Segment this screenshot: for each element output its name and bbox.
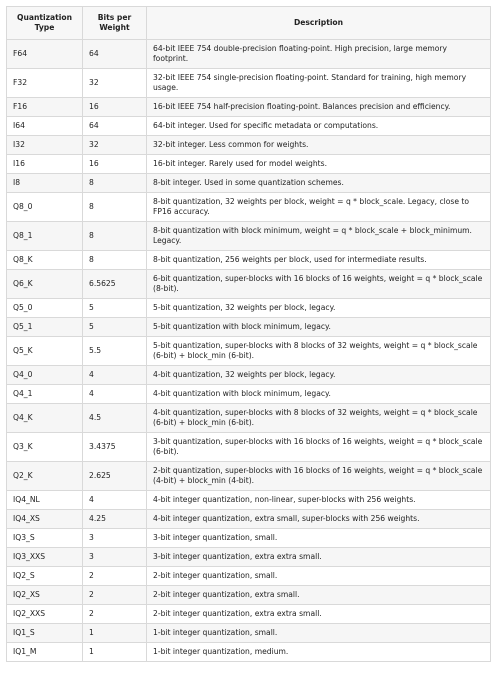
cell-bits-per-weight: 6.5625	[83, 270, 147, 299]
cell-description: 3-bit integer quantization, small.	[147, 529, 491, 548]
cell-quantization-type: Q8_0	[7, 193, 83, 222]
table-row	[7, 404, 491, 433]
cell-quantization-type: I16	[7, 155, 83, 174]
cell-quantization-type: IQ3_XXS	[7, 548, 83, 567]
cell-bits-per-weight: 5	[83, 299, 147, 318]
cell-bits-per-weight: 1	[83, 643, 147, 662]
cell-description: 16-bit integer. Rarely used for model weights.	[147, 155, 491, 174]
cell-bits-per-weight: 5	[83, 318, 147, 337]
cell-description: 64-bit IEEE 754 double-precision floating-point. High precision, large memory footprint.	[147, 40, 491, 69]
cell-quantization-type: F32	[7, 69, 83, 98]
cell-bits-per-weight: 4	[83, 385, 147, 404]
cell-description: 8-bit quantization, 32 weights per block, weight = q * block_scale. Legacy, close to FP16 accuracy.	[147, 193, 491, 222]
cell-bits-per-weight: 32	[83, 136, 147, 155]
cell-quantization-type: Q5_K	[7, 337, 83, 366]
cell-description: 4-bit integer quantization, extra small, super-blocks with 256 weights.	[147, 510, 491, 529]
cell-bits-per-weight: 16	[83, 98, 147, 117]
table-row	[7, 337, 491, 366]
cell-description: 4-bit quantization with block minimum, legacy.	[147, 385, 491, 404]
cell-bits-per-weight: 8	[83, 251, 147, 270]
quantization-table	[6, 6, 491, 662]
cell-quantization-type: IQ1_M	[7, 643, 83, 662]
cell-description: 3-bit quantization, super-blocks with 16 blocks of 16 weights, weight = q * block_scale (6-bit).	[147, 433, 491, 462]
table-row	[7, 491, 491, 510]
cell-description: 6-bit quantization, super-blocks with 16 blocks of 16 weights, weight = q * block_scale (8-bit).	[147, 270, 491, 299]
cell-bits-per-weight: 3.4375	[83, 433, 147, 462]
cell-quantization-type: Q6_K	[7, 270, 83, 299]
header-row	[7, 7, 491, 40]
cell-quantization-type: Q4_0	[7, 366, 83, 385]
cell-quantization-type: Q5_0	[7, 299, 83, 318]
cell-bits-per-weight: 2.625	[83, 462, 147, 491]
header-description: Description	[147, 7, 491, 40]
table-row	[7, 624, 491, 643]
table-row	[7, 174, 491, 193]
table-row	[7, 586, 491, 605]
cell-description: 1-bit integer quantization, small.	[147, 624, 491, 643]
header-quantization-type: Quantization Type	[7, 7, 83, 40]
cell-quantization-type: Q4_1	[7, 385, 83, 404]
cell-quantization-type: Q8_1	[7, 222, 83, 251]
cell-bits-per-weight: 4.5	[83, 404, 147, 433]
cell-quantization-type: IQ3_S	[7, 529, 83, 548]
cell-description: 1-bit integer quantization, medium.	[147, 643, 491, 662]
cell-quantization-type: F64	[7, 40, 83, 69]
cell-bits-per-weight: 4	[83, 366, 147, 385]
cell-description: 5-bit quantization with block minimum, legacy.	[147, 318, 491, 337]
cell-quantization-type: IQ4_NL	[7, 491, 83, 510]
table-row	[7, 605, 491, 624]
cell-bits-per-weight: 16	[83, 155, 147, 174]
table-row	[7, 155, 491, 174]
cell-quantization-type: Q3_K	[7, 433, 83, 462]
cell-quantization-type: F16	[7, 98, 83, 117]
cell-description: 32-bit IEEE 754 single-precision floating-point. Standard for training, high memory usage.	[147, 69, 491, 98]
cell-bits-per-weight: 2	[83, 605, 147, 624]
cell-bits-per-weight: 5.5	[83, 337, 147, 366]
table-row	[7, 270, 491, 299]
table-row	[7, 385, 491, 404]
cell-description: 2-bit quantization, super-blocks with 16 blocks of 16 weights, weight = q * block_scale (4-bit) + block_min (4-bit).	[147, 462, 491, 491]
cell-description: 64-bit integer. Used for specific metadata or computations.	[147, 117, 491, 136]
cell-bits-per-weight: 3	[83, 548, 147, 567]
cell-description: 3-bit integer quantization, extra extra small.	[147, 548, 491, 567]
table-row	[7, 529, 491, 548]
table-body	[7, 40, 491, 662]
cell-bits-per-weight: 1	[83, 624, 147, 643]
table-row	[7, 40, 491, 69]
table-row	[7, 251, 491, 270]
cell-bits-per-weight: 2	[83, 567, 147, 586]
table-row	[7, 318, 491, 337]
table-row	[7, 433, 491, 462]
table-row	[7, 98, 491, 117]
cell-quantization-type: Q5_1	[7, 318, 83, 337]
quantization-table-container	[6, 6, 490, 662]
table-row	[7, 136, 491, 155]
table-row	[7, 643, 491, 662]
cell-quantization-type: Q4_K	[7, 404, 83, 433]
table-row	[7, 69, 491, 98]
table-row	[7, 193, 491, 222]
cell-description: 32-bit integer. Less common for weights.	[147, 136, 491, 155]
table-row	[7, 510, 491, 529]
cell-description: 8-bit quantization, 256 weights per block, used for intermediate results.	[147, 251, 491, 270]
header-bits-per-weight: Bits per Weight	[83, 7, 147, 40]
cell-description: 4-bit quantization, 32 weights per block, legacy.	[147, 366, 491, 385]
cell-quantization-type: IQ2_S	[7, 567, 83, 586]
cell-bits-per-weight: 8	[83, 222, 147, 251]
cell-description: 8-bit quantization with block minimum, weight = q * block_scale + block_minimum. Legacy.	[147, 222, 491, 251]
cell-description: 2-bit integer quantization, small.	[147, 567, 491, 586]
cell-quantization-type: I64	[7, 117, 83, 136]
cell-quantization-type: IQ4_XS	[7, 510, 83, 529]
table-row	[7, 462, 491, 491]
cell-bits-per-weight: 8	[83, 174, 147, 193]
cell-description: 16-bit IEEE 754 half-precision floating-point. Balances precision and efficiency.	[147, 98, 491, 117]
table-row	[7, 117, 491, 136]
table-header	[7, 7, 491, 40]
cell-bits-per-weight: 32	[83, 69, 147, 98]
cell-quantization-type: IQ2_XXS	[7, 605, 83, 624]
table-row	[7, 299, 491, 318]
cell-bits-per-weight: 4.25	[83, 510, 147, 529]
cell-description: 4-bit quantization, super-blocks with 8 blocks of 32 weights, weight = q * block_scale (6-bit) + block_min (6-bit).	[147, 404, 491, 433]
cell-quantization-type: Q2_K	[7, 462, 83, 491]
cell-quantization-type: I32	[7, 136, 83, 155]
table-row	[7, 222, 491, 251]
cell-description: 8-bit integer. Used in some quantization schemes.	[147, 174, 491, 193]
cell-bits-per-weight: 3	[83, 529, 147, 548]
cell-bits-per-weight: 64	[83, 117, 147, 136]
cell-bits-per-weight: 64	[83, 40, 147, 69]
table-row	[7, 548, 491, 567]
cell-description: 5-bit quantization, 32 weights per block, legacy.	[147, 299, 491, 318]
cell-bits-per-weight: 4	[83, 491, 147, 510]
cell-bits-per-weight: 8	[83, 193, 147, 222]
cell-description: 2-bit integer quantization, extra extra small.	[147, 605, 491, 624]
cell-quantization-type: IQ1_S	[7, 624, 83, 643]
cell-description: 5-bit quantization, super-blocks with 8 blocks of 32 weights, weight = q * block_scale (6-bit) + block_min (6-bit).	[147, 337, 491, 366]
table-row	[7, 366, 491, 385]
table-row	[7, 567, 491, 586]
cell-quantization-type: I8	[7, 174, 83, 193]
cell-quantization-type: IQ2_XS	[7, 586, 83, 605]
cell-bits-per-weight: 2	[83, 586, 147, 605]
cell-description: 2-bit integer quantization, extra small.	[147, 586, 491, 605]
cell-description: 4-bit integer quantization, non-linear, super-blocks with 256 weights.	[147, 491, 491, 510]
cell-quantization-type: Q8_K	[7, 251, 83, 270]
